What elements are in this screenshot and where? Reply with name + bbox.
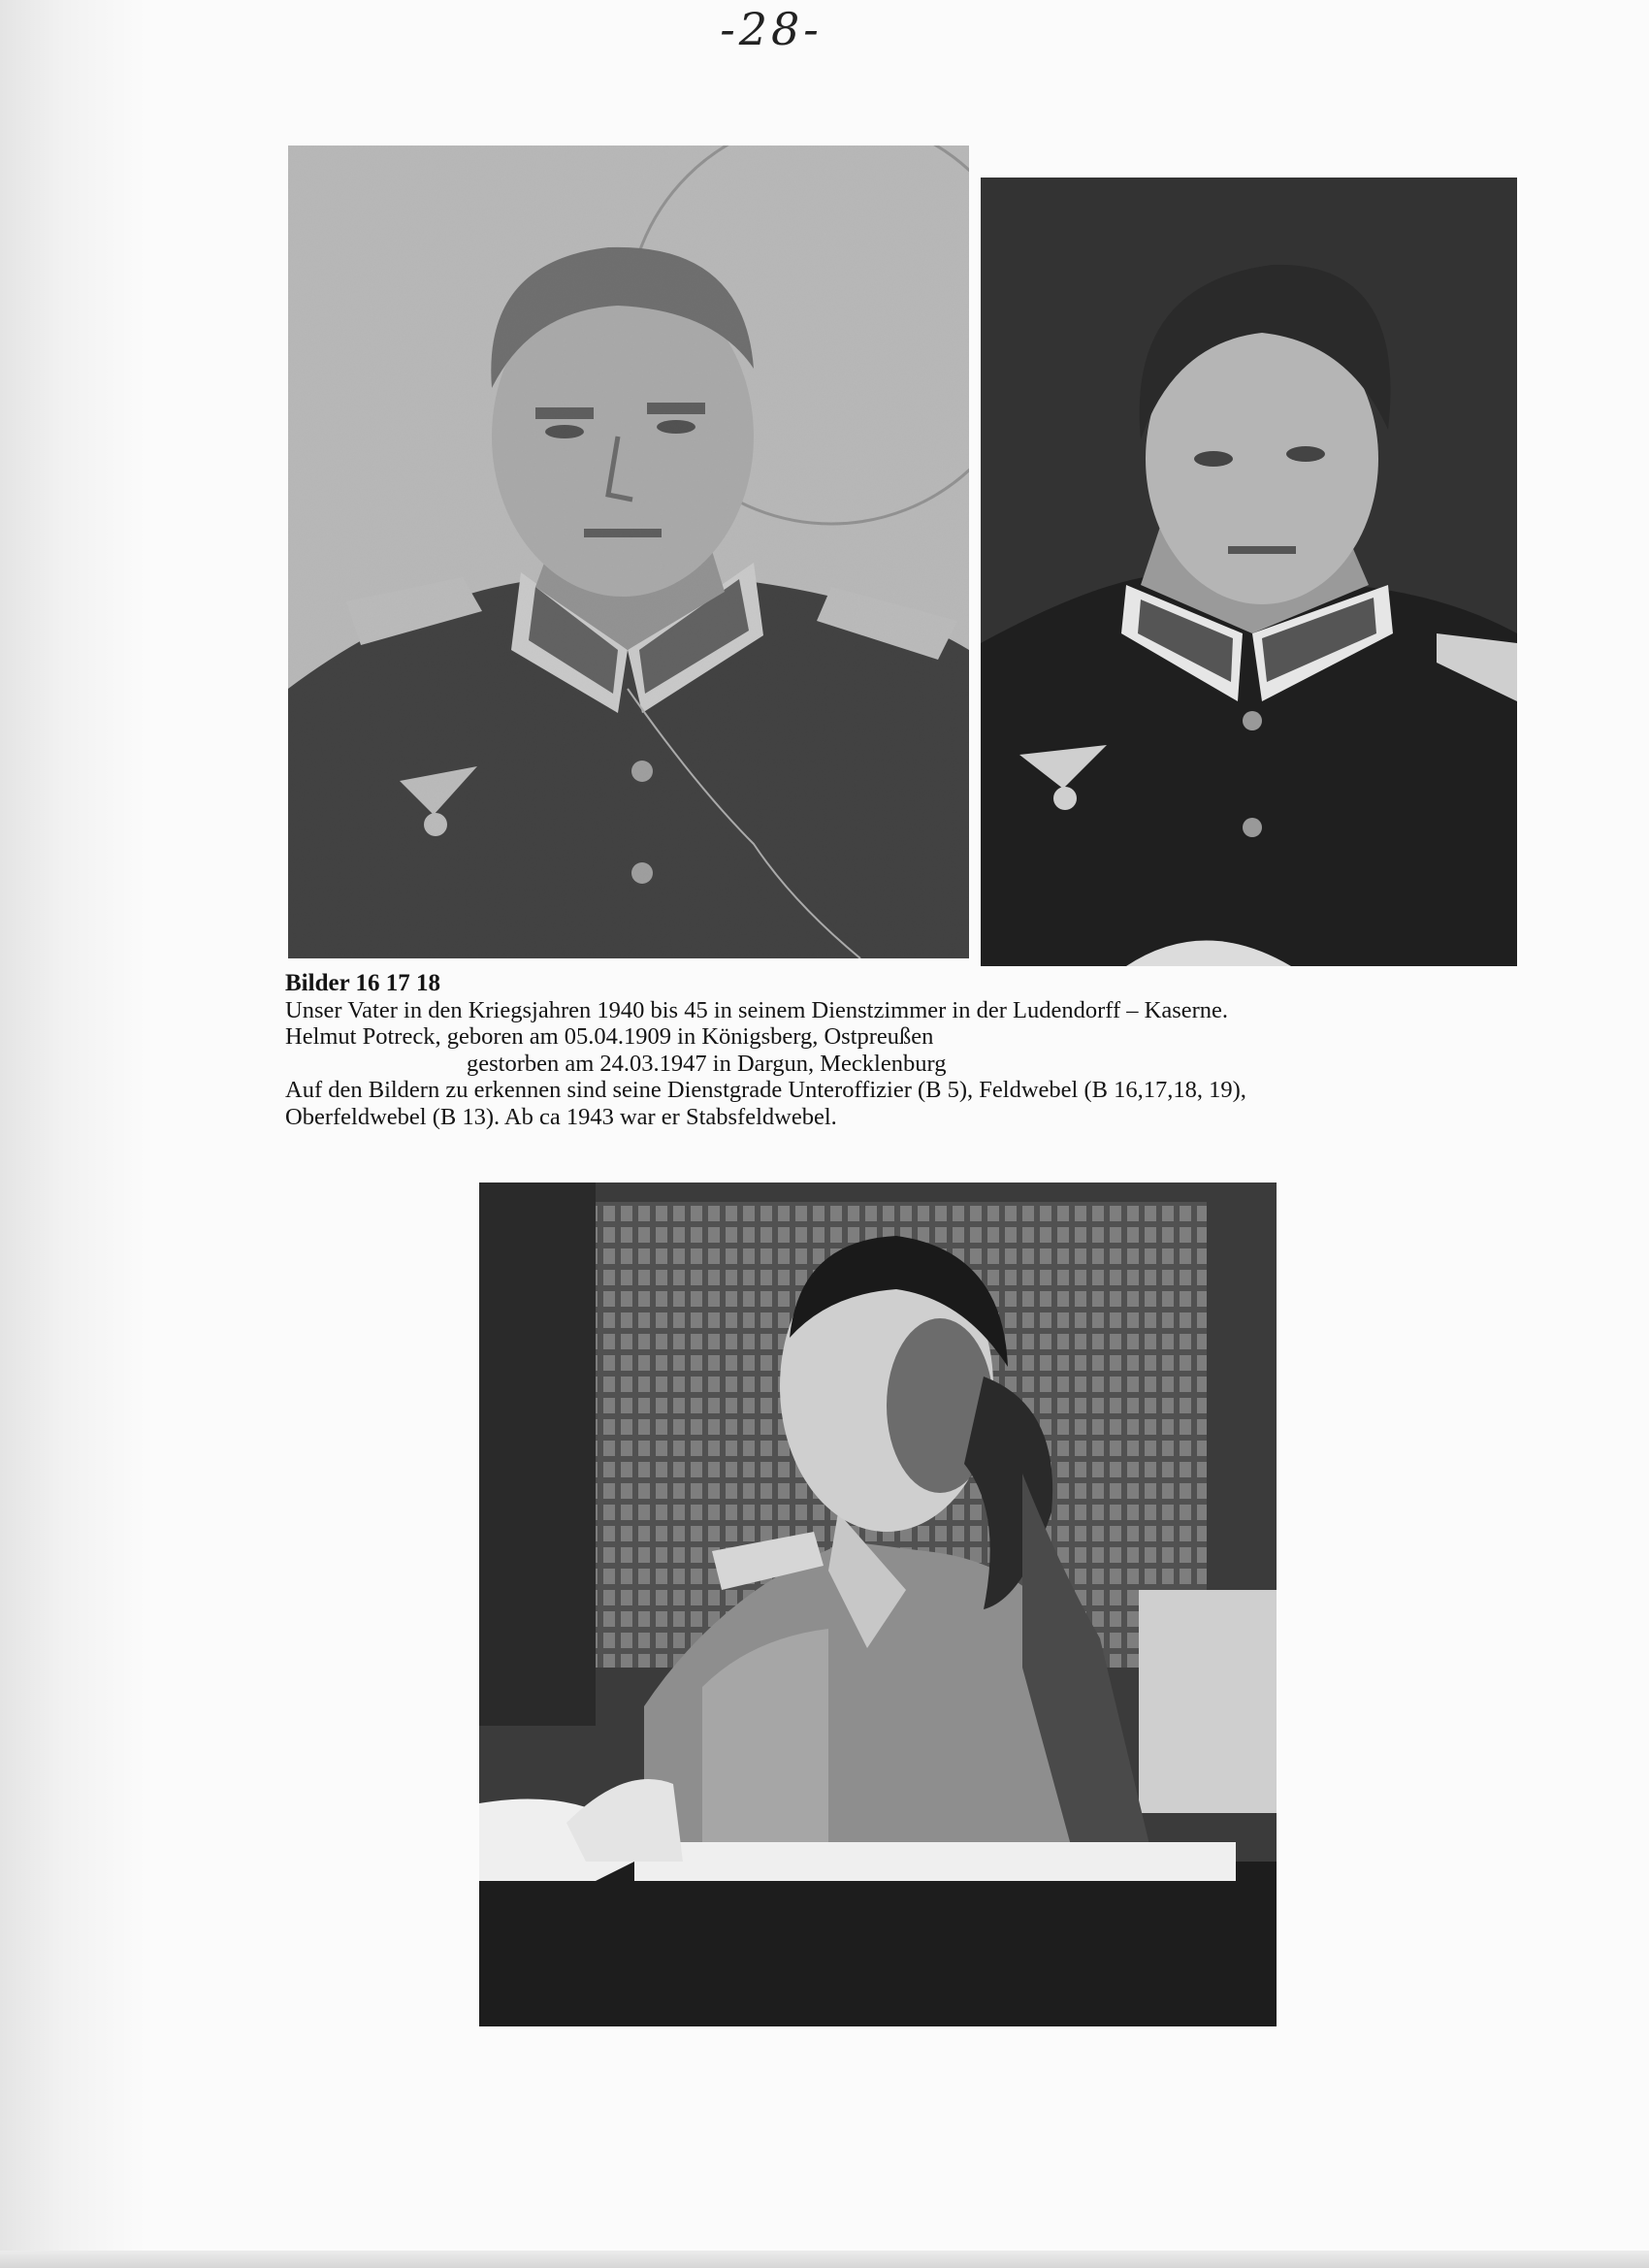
caption-line: Unser Vater in den Kriegsjahren 1940 bis 45 in seinem Dienstzimmer in der Ludendorff – Kaserne. (285, 996, 1229, 1023)
portrait-photo-16 (288, 146, 969, 958)
page-shadow (0, 0, 146, 2268)
page-number: -28- (720, 3, 823, 55)
caption-line: gestorben am 24.03.1947 in Dargun, Mecklenburg (467, 1050, 947, 1077)
photo-caption (285, 970, 1449, 1130)
caption-line: Helmut Potreck, geboren am 05.04.1909 in Königsberg, Ostpreußen (285, 1023, 934, 1050)
portrait-photo-17 (981, 178, 1517, 966)
desk-photo-18 (479, 1183, 1277, 2026)
caption-line: Auf den Bildern zu erkennen sind seine Dienstgrade Unteroffizier (B 5), Feldwebel (B 16,17,18, 19), (285, 1077, 1246, 1103)
caption-heading: Bilder 16 17 18 (285, 970, 440, 996)
page-bottom-edge (0, 2251, 1649, 2268)
caption-line: Oberfeldwebel (B 13). Ab ca 1943 war er Stabsfeldwebel. (285, 1103, 837, 1130)
